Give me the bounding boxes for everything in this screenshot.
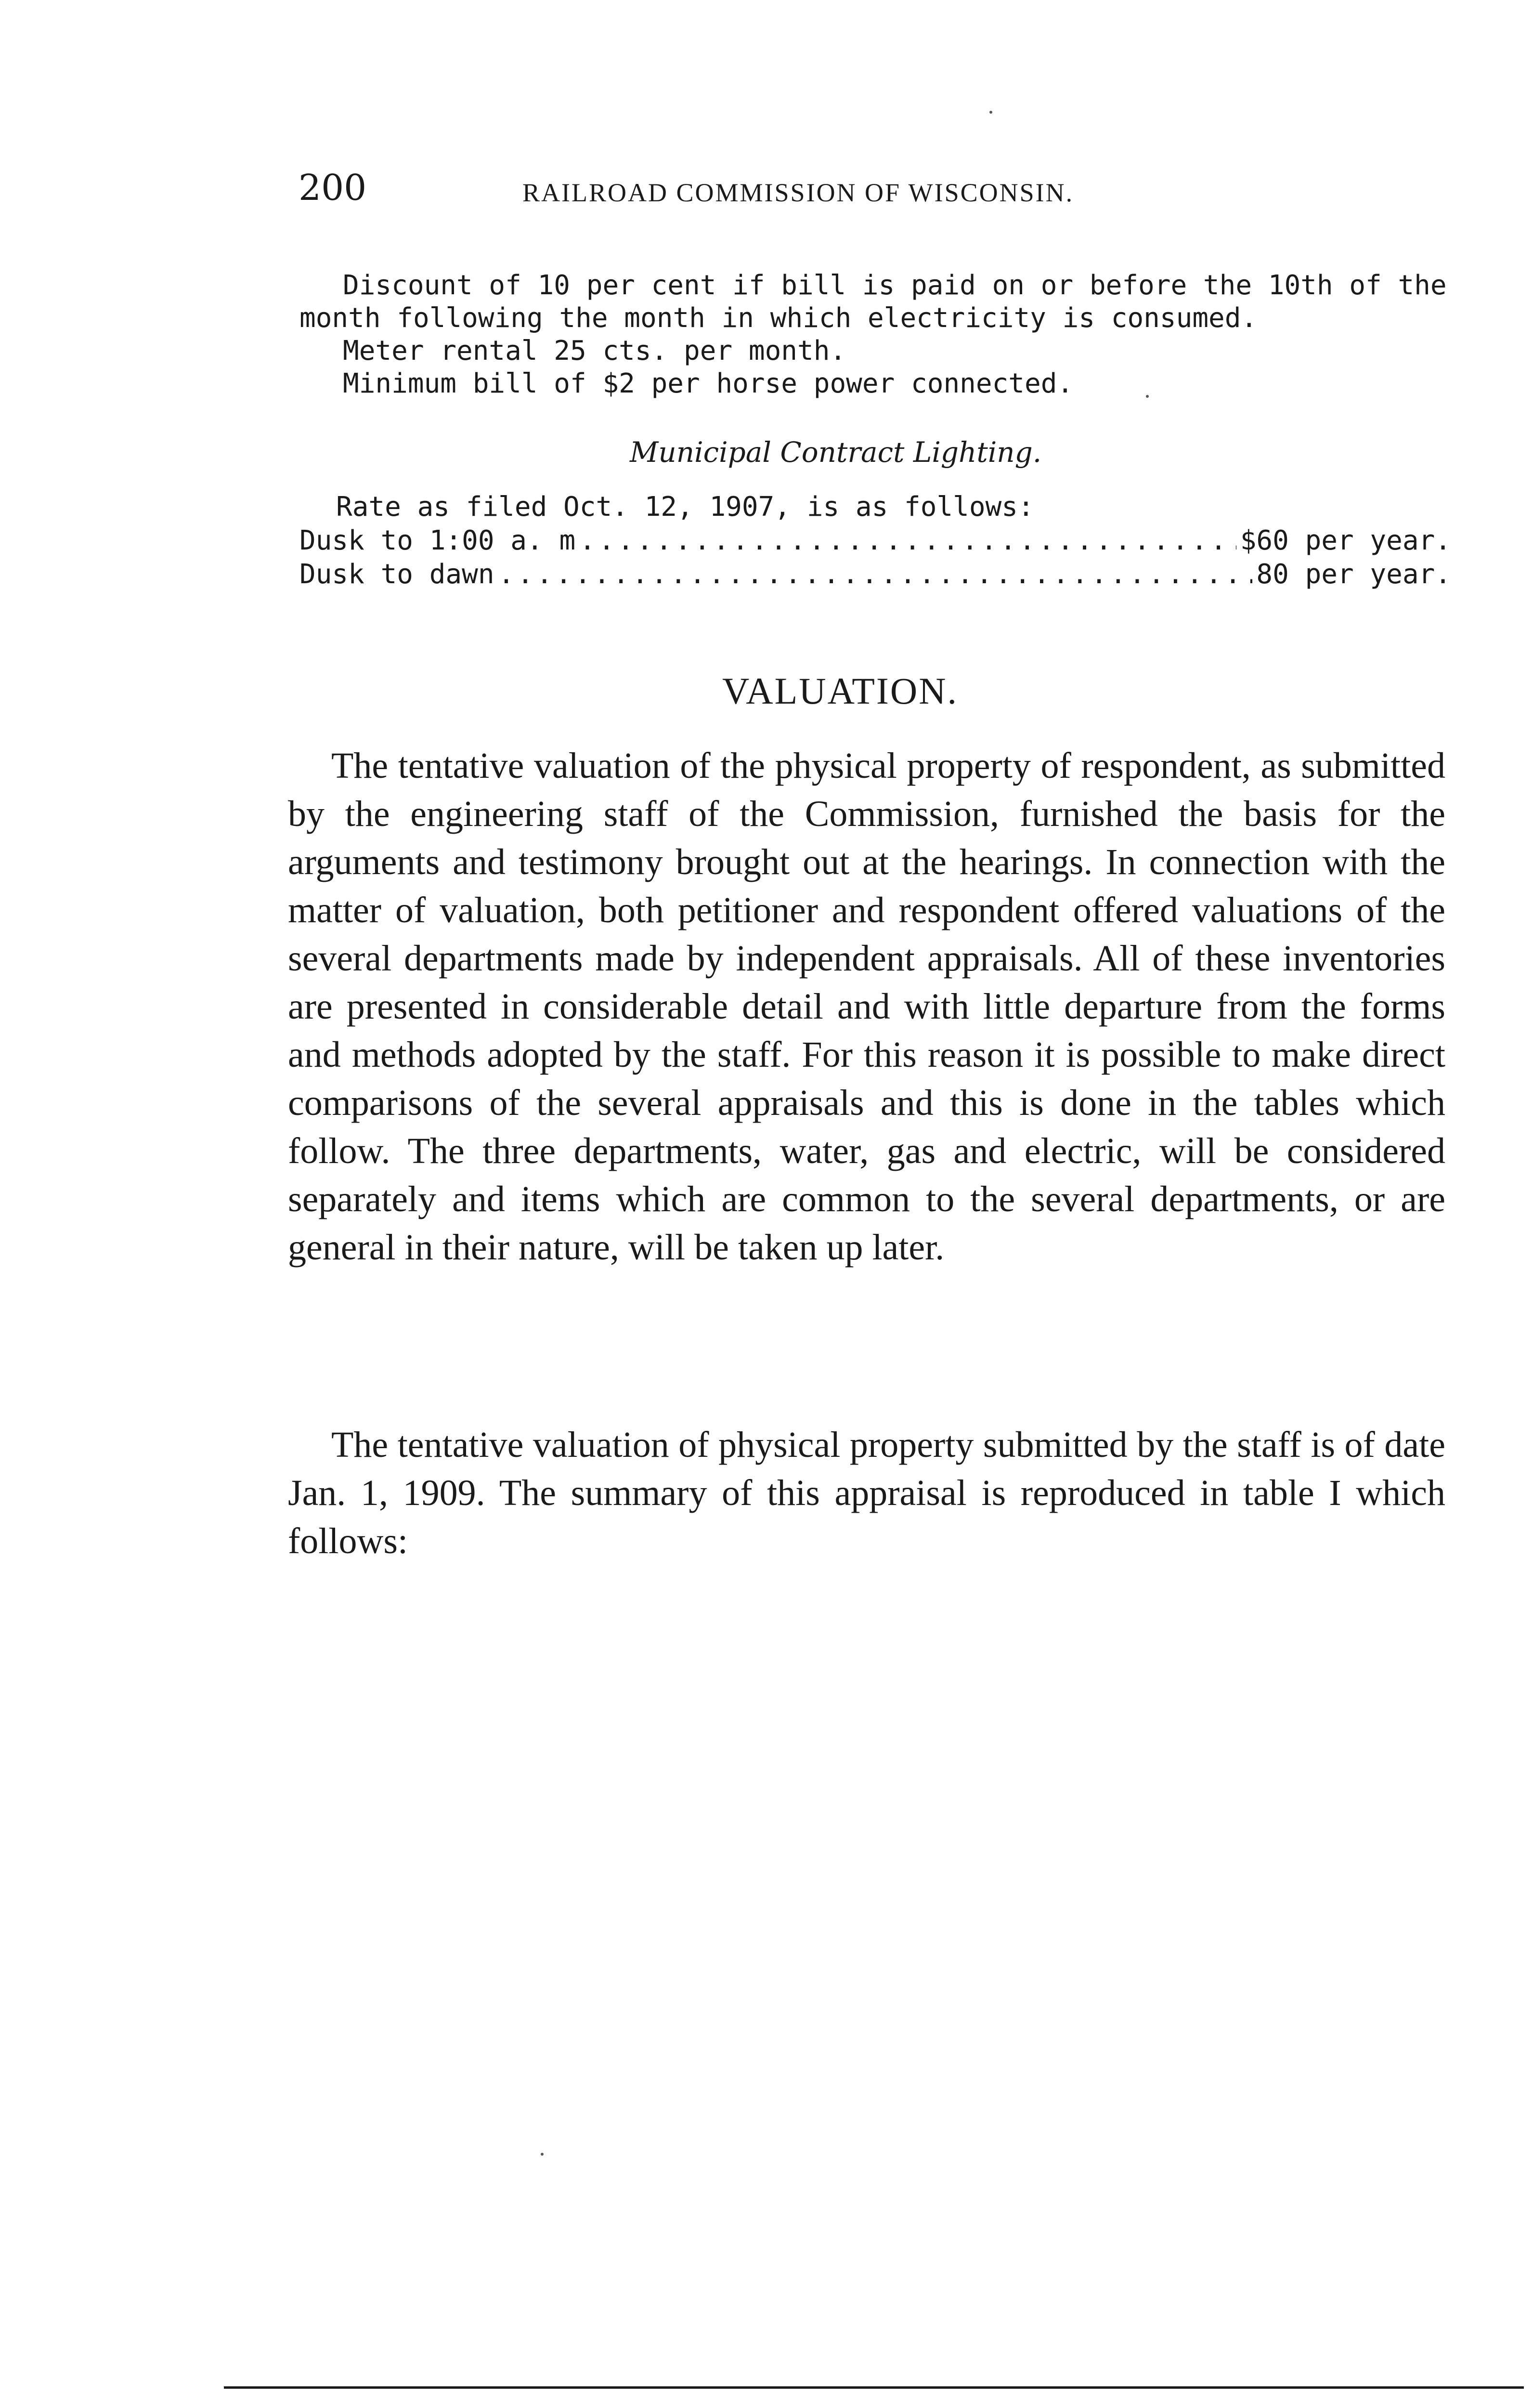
discount-line-1: Discount of 10 per cent if bill is paid on or before the 10th of the — [343, 270, 1447, 301]
scan-speck — [989, 111, 992, 114]
rate-row-label: Dusk to 1:00 a. m — [299, 525, 576, 556]
scan-speck — [541, 2153, 544, 2156]
dot-leader — [498, 559, 1253, 590]
dot-leader — [579, 525, 1236, 557]
minimum-bill-line: Minimum bill of $2 per horse power connected. — [343, 368, 1074, 399]
section-title: VALUATION. — [722, 670, 959, 712]
discount-line-2: month following the month in which electricity is consumed. — [299, 302, 1258, 334]
rate-row — [299, 525, 1451, 557]
running-head: RAILROAD COMMISSION OF WISCONSIN. — [522, 178, 1074, 207]
page-header — [299, 164, 1449, 217]
body-paragraph: The tentative valuation of the physical property of respondent, as submitted by the engineering staff of the Commission, furnished the basis for the arguments and testimony brought out at the hearings. In connection with the matter of valuation, both petitioner and respondent offered valuations of the several departments made by independent appraisals. All of these inventories are presented in considerable detail and with little departure from the forms and methods adopted by the staff. For this reason it is possible to make direct comparisons of the several appraisals and this is done in the tables which follow. The three departments, water, gas and electric, will be considered separately and items which are common to the several departments, or are general in their nature, will be taken up later. — [288, 746, 1445, 1268]
scan-speck — [1146, 395, 1149, 398]
page-number: 200 — [299, 167, 367, 209]
rate-row-value: $60 per year. — [1240, 525, 1451, 556]
rate-row — [299, 559, 1451, 590]
rate-filed-line: Rate as filed Oct. 12, 1907, is as follows: — [336, 491, 1034, 523]
rate-row-label: Dusk to dawn — [299, 559, 494, 590]
rate-row-value: 80 per year. — [1256, 559, 1451, 590]
municipal-lighting-heading: Municipal Contract Lighting. — [630, 436, 1042, 469]
body-paragraph: The tentative valuation of physical property submitted by the staff is of date Jan. 1, 1909. The summary of this appraisal is reproduced in table I which follows: — [288, 1425, 1445, 1561]
bottom-rule — [224, 2386, 1524, 2389]
meter-rental-line: Meter rental 25 cts. per month. — [343, 335, 846, 366]
